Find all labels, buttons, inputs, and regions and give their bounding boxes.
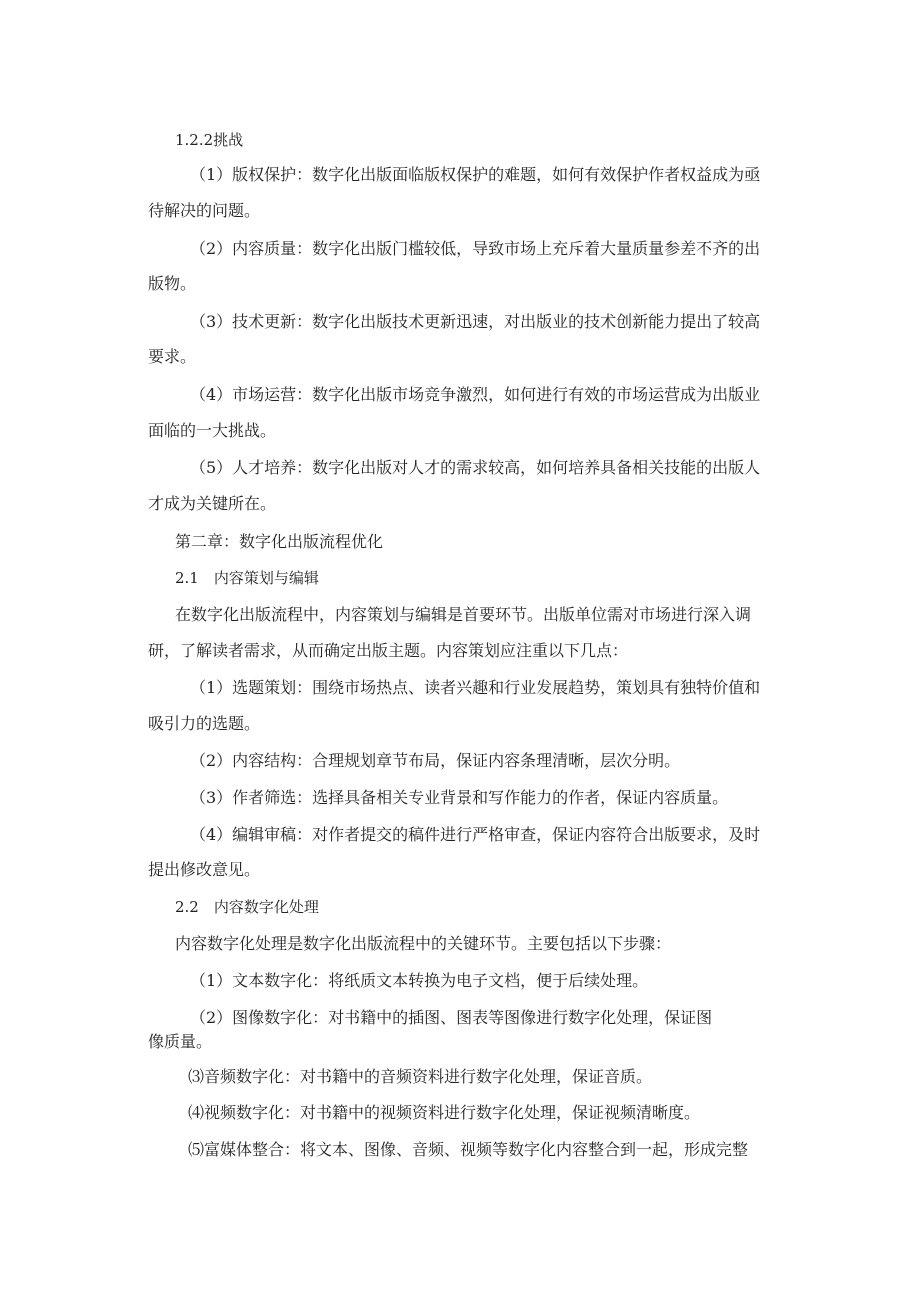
paragraph-line: 吸引力的选题。 — [148, 714, 261, 733]
paragraph-line: 在数字化出版流程中，内容策划与编辑是首要环节。出版单位需对市场进行深入调 — [175, 605, 752, 624]
paragraph-line: （4）编辑审稿：对作者提交的稿件进行严格审查，保证内容符合出版要求，及时 — [190, 825, 761, 844]
section-heading-2-2: 2.2 内容数字化处理 — [175, 898, 319, 916]
paragraph-line: ⑷视频数字化：对书籍中的视频资料进行数字化处理，保证视频清晰度。 — [188, 1103, 701, 1122]
paragraph-line: 版物。 — [148, 274, 197, 293]
paragraph-line: ⑸富媒体整合：将文本、图像、音频、视频等数字化内容整合到一起，形成完整 — [188, 1140, 749, 1159]
paragraph-line: （1）选题策划：围绕市场热点、读者兴趣和行业发展趋势，策划具有独特价值和 — [190, 678, 761, 697]
chapter-title: 第二章：数字化出版流程优化 — [175, 532, 384, 551]
paragraph-line: 才成为关键所在。 — [148, 494, 277, 513]
paragraph-line: （2）内容结构：合理规划章节布局，保证内容条理清晰，层次分明。 — [190, 751, 681, 770]
paragraph-line: （1）版权保护：数字化出版面临版权保护的难题，如何有效保护作者权益成为亟 — [190, 165, 761, 184]
paragraph-line: 待解决的问题。 — [148, 201, 261, 220]
paragraph-line: （1）文本数字化：将纸质文本转换为电子文档，便于后续处理。 — [190, 971, 649, 990]
paragraph-line: （3）技术更新：数字化出版技术更新迅速，对出版业的技术创新能力提出了较高 — [190, 312, 761, 331]
section-heading-1-2-2: 1.2.2挑战 — [175, 131, 244, 149]
paragraph-line: 研，了解读者需求，从而确定出版主题。内容策划应注重以下几点： — [148, 641, 629, 660]
paragraph-line: （4）市场运营：数字化出版市场竞争激烈，如何进行有效的市场运营成为出版业 — [190, 385, 761, 404]
paragraph-line: （2）图像数字化：对书籍中的插图、图表等图像进行数字化处理，保证图 — [190, 1008, 713, 1027]
paragraph-line: 面临的一大挑战。 — [148, 421, 277, 440]
paragraph-line: （2）内容质量：数字化出版门槛较低，导致市场上充斥着大量质量参差不齐的出 — [190, 239, 761, 258]
paragraph-line: ⑶音频数字化：对书籍中的音频资料进行数字化处理，保证音质。 — [188, 1067, 653, 1086]
paragraph-line: 提出修改意见。 — [148, 860, 261, 879]
paragraph-line: （3）作者筛选：选择具备相关专业背景和写作能力的作者，保证内容质量。 — [190, 788, 729, 807]
paragraph-line: 像质量。 — [148, 1032, 213, 1051]
paragraph-line: 要求。 — [148, 347, 197, 366]
paragraph-line: 内容数字化处理是数字化出版流程中的关键环节。主要包括以下步骤： — [175, 934, 672, 953]
section-heading-2-1: 2.1 内容策划与编辑 — [175, 569, 319, 587]
paragraph-line: （5）人才培养：数字化出版对人才的需求较高，如何培养具备相关技能的出版人 — [190, 458, 761, 477]
